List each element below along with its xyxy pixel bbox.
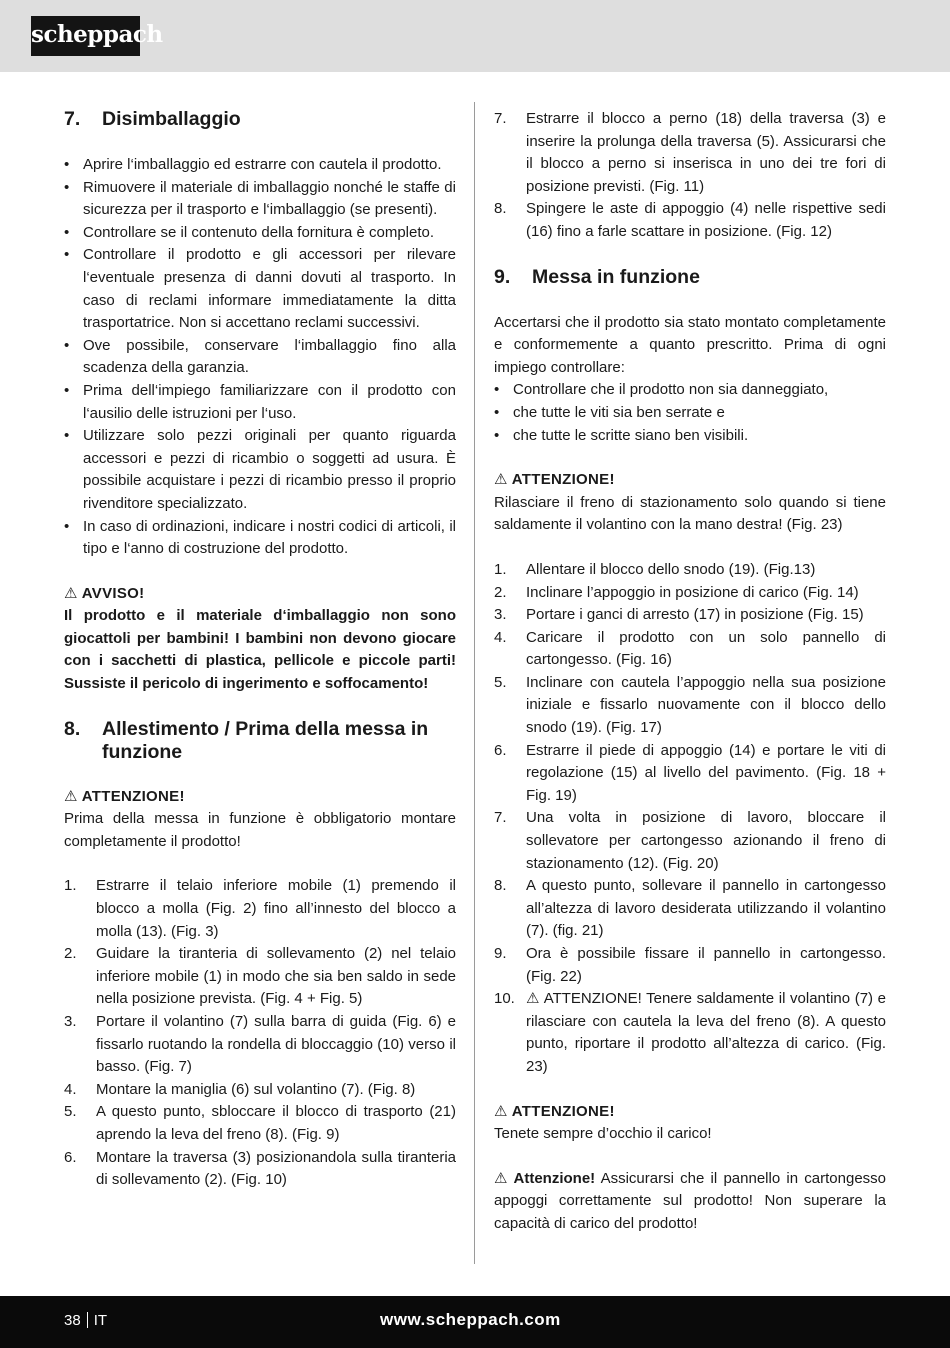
step-item: 3. Portare il volantino (7) sulla barra di guida (Fig. 6) e fissarlo ruotando la rondella di bloccaggio (10) verso il basso. (Fig. 7) <box>64 1013 456 1076</box>
section-9-heading <box>494 266 886 289</box>
warning-icon: ⚠ <box>64 787 78 805</box>
step-item: 6. Estrarre il piede di appoggio (14) e portare le viti di regolazione (15) al livello del pavimento. (Fig. 18 + Fig. 19) <box>494 741 886 804</box>
warning-icon: ⚠ <box>494 1102 508 1120</box>
step-item: 4. Caricare il prodotto con un solo pannello di cartongesso. (Fig. 16) <box>494 628 886 669</box>
section-number: 8. <box>64 717 81 740</box>
page-indicator <box>64 1311 107 1331</box>
step-item: 1. Allentare il blocco dello snodo (19). (Fig.13) <box>494 560 816 578</box>
left-column <box>64 108 456 1192</box>
page-number: 38 <box>64 1312 81 1329</box>
section-number: 9. <box>494 265 511 288</box>
step-item: 5. Inclinare con cautela l’appoggio nella sua posizione iniziale e fissarlo nuovamente con il blocco dello snodo (19). (Fig. 17) <box>494 673 886 737</box>
caution-text: Assicurarsi che il pannello in cartongesso appoggi correttamente sul prodotto! Non superare la capacità di carico del prodotto! <box>494 1169 887 1232</box>
warning-icon: ⚠ <box>64 584 78 602</box>
assembly-steps-continued <box>494 108 886 244</box>
step-item: 8. A questo punto, sollevare il pannello in cartongesso all’altezza di lavoro desiderata utilizzando il volantino (7). (fig. 21) <box>494 877 886 940</box>
step-item: 7. Estrarre il blocco a perno (18) della traversa (3) e inserire la prolunga della traversa (5). Assicurarsi che il blocco a perno si inserisca in uno dei tre fori di posizione previsti. (Fig. 11) <box>494 110 886 195</box>
header-bar <box>0 0 950 72</box>
unpacking-list <box>64 154 456 561</box>
step-item: 4. Montare la maniglia (6) sul volantino (7). (Fig. 8) <box>64 1080 416 1098</box>
list-item: • che tutte le scritte siano ben visibili. <box>494 426 749 444</box>
step-item: 3. Portare i ganci di arresto (17) in posizione (Fig. 15) <box>494 606 864 624</box>
warning-text: Rilasciare il freno di stazionamento solo quando si tiene saldamente il volantino con la mano destra! (Fig. 23) <box>494 493 886 534</box>
language-code: IT <box>93 1312 108 1329</box>
column-divider <box>474 102 475 1264</box>
website-link[interactable]: www.scheppach.com <box>380 1310 561 1329</box>
list-item: • che tutte le viti sia ben serrate e <box>494 403 725 421</box>
right-column <box>494 108 886 1236</box>
section-number: 7. <box>64 108 81 130</box>
section-title: Disimballaggio <box>102 108 241 130</box>
step-item: 10. ⚠ ATTENZIONE! Tenere saldamente il volantino (7) e rilasciare con cautela la leva del freno (8). A questo punto, riportare il prodotto all’altezza di carico. (Fig. 23) <box>494 990 886 1075</box>
list-item: • Aprire l‘imballaggio ed estrarre con cautela il prodotto. <box>64 156 442 173</box>
assembly-steps <box>64 875 456 1191</box>
intro-text: Accertarsi che il prodotto sia stato montato completamente e conformemente a quanto prescritto. Prima di ogni impiego controllare: <box>494 313 886 376</box>
list-item: • Ove possibile, conservare l‘imballaggio fino alla scadenza della garanzia. <box>64 336 456 377</box>
step-item: 1. Estrarre il telaio inferiore mobile (1) premendo il blocco a molla (Fig. 2) fino all’innesto del blocco a molla (13). (Fig. 3) <box>64 877 456 940</box>
step-item: 6. Montare la traversa (3) posizionandola sulla tiranteria di sollevamento (2). (Fig. 10) <box>64 1148 456 1189</box>
step-item: 5. A questo punto, sbloccare il blocco di trasporto (21) aprendo la leva del freno (8). (Fig. 9) <box>64 1103 456 1143</box>
section-title: Allestimento / Prima della messa in funzione <box>102 717 429 763</box>
warning-text-2: Tenete sempre d’occhio il carico! <box>494 1125 712 1143</box>
warning-text: Prima della messa in funzione è obbligatorio montare completamente il prodotto! <box>64 810 456 850</box>
warning-heading-2: ⚠ ATTENZIONE! <box>494 1102 615 1120</box>
warning-heading: ⚠ ATTENZIONE! <box>64 787 185 805</box>
warning-icon: ⚠ <box>494 1169 510 1187</box>
step-item: 2. Inclinare l’appoggio in posizione di carico (Fig. 14) <box>494 583 859 601</box>
step-item: 7. Una volta in posizione di lavoro, bloccare il sollevatore per cartongesso azionando il freno di stazionamento (12). (Fig. 20) <box>494 809 886 872</box>
list-item: • Prima dell‘impiego familiarizzare con il prodotto con l‘ausilio delle istruzioni per l‘uso. <box>64 381 456 422</box>
list-item: • Controllare il prodotto e gli accessori per rilevare l‘eventuale presenza di danni dovuti al trasporto. In caso di reclami informare immediatamente la ditta trasportatrice. Non si accettano reclami successivi. <box>64 246 456 332</box>
section-title: Messa in funzione <box>532 265 700 288</box>
list-item: • Controllare se il contenuto della fornitura è completo. <box>64 223 435 241</box>
list-item: • In caso di ordinazioni, indicare i nostri codici di articoli, il tipo e l‘anno di costruzione del prodotto. <box>64 517 456 558</box>
operation-steps <box>494 559 886 1079</box>
section-7-heading <box>64 108 456 131</box>
list-item: • Utilizzare solo pezzi originali per quanto riguarda accessori e pezzi di ricambio o soggetti ad usura. È possibile acquistare i pezzi di ricambio presso il proprio rivenditore specializzato. <box>64 427 456 512</box>
step-item: 8. Spingere le aste di appoggio (4) nelle rispettive sedi (16) fino a farle scattare in posizione. (Fig. 12) <box>494 200 886 240</box>
list-item: • Controllare che il prodotto non sia danneggiato, <box>494 381 829 399</box>
check-list <box>494 379 886 447</box>
caution-label: Attenzione! <box>513 1169 596 1187</box>
warning-heading: ⚠ ATTENZIONE! <box>494 471 615 489</box>
list-item: • Rimuovere il materiale di imballaggio nonché le staffe di sicurezza per il trasporto e l‘imballaggio (se presenti). <box>64 178 456 219</box>
notice-heading: ⚠ AVVISO! <box>64 584 145 602</box>
step-item: 9. Ora è possibile fissare il pannello in cartongesso. (Fig. 22) <box>494 945 886 985</box>
notice-text: Il prodotto e il materiale d‘imballaggio non sono giocattoli per bambini! I bambini non devono giocare con i sacchetti di plastica, pellicole e piccole parti! Sussiste il pericolo di ingerimento e soffocamento! <box>64 607 456 693</box>
separator <box>87 1312 88 1328</box>
caution-note <box>494 1168 886 1236</box>
section-8-heading <box>64 718 456 764</box>
step-item: 2. Guidare la tiranteria di sollevamento (2) nel telaio inferiore mobile (1) in modo che sia ben saldo in sede nella posizione prevista. (Fig. 4 + Fig. 5) <box>64 945 456 1008</box>
footer-bar <box>0 1296 950 1348</box>
scheppach-logo: scheppach <box>31 16 140 56</box>
warning-icon: ⚠ <box>494 471 508 489</box>
